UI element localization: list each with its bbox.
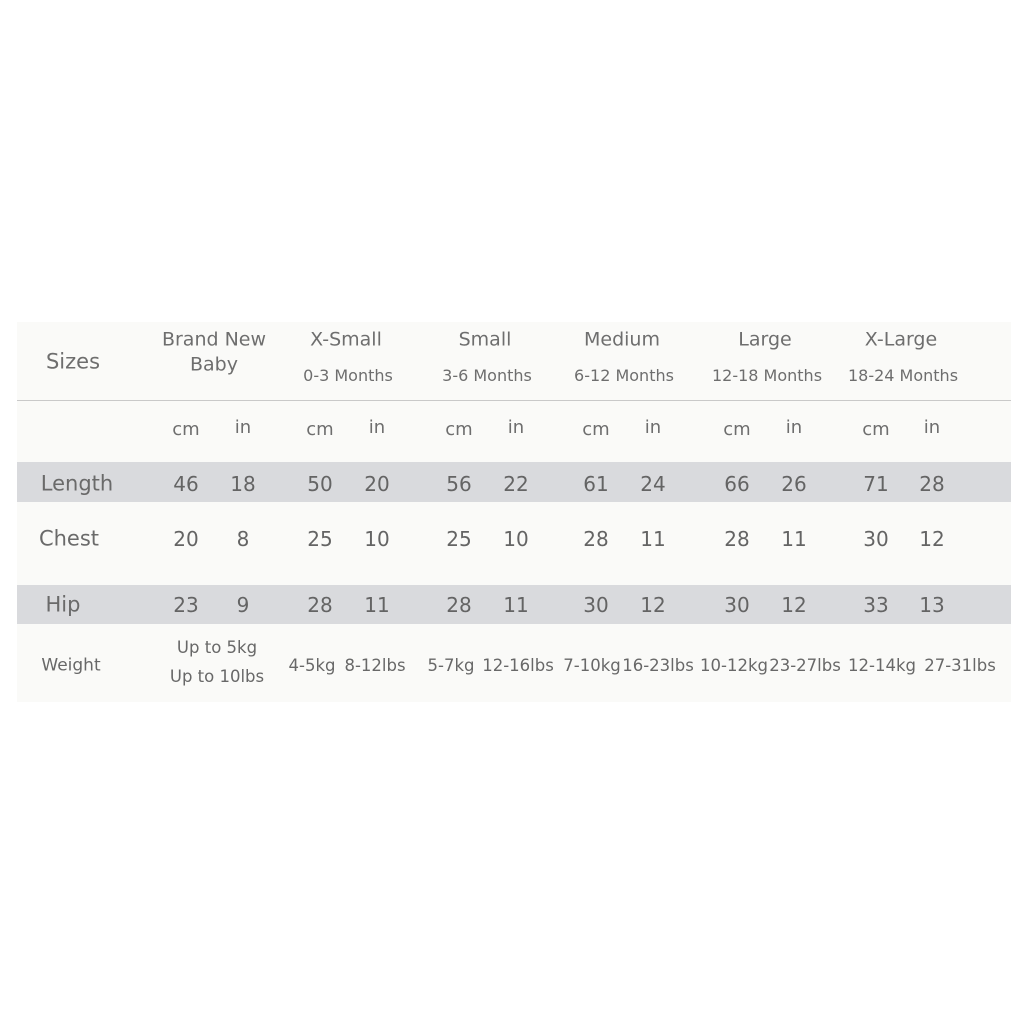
cell-in: 18 [230, 472, 256, 496]
cell-cm: 66 [724, 472, 750, 496]
cell-cm: 56 [446, 472, 472, 496]
cell-cm: 30 [724, 593, 750, 617]
cell-cm: 50 [307, 472, 333, 496]
cell-cm: 61 [583, 472, 609, 496]
cell-in: 11 [364, 593, 390, 617]
weight-lbs-cell: 16-23lbs [622, 655, 694, 675]
weight-kg-cell: 4-5kg [288, 655, 336, 675]
cell-cm: 28 [446, 593, 472, 617]
cell-cm: 20 [173, 527, 199, 551]
size-header-name: X-Small [310, 328, 382, 351]
unit-in-label: in [644, 417, 662, 438]
unit-cm-label: cm [445, 419, 473, 440]
cell-in: 20 [364, 472, 390, 496]
cell-in: 12 [919, 527, 945, 551]
weight-lbs-cell: 8-12lbs [344, 655, 406, 675]
cell-in: 10 [364, 527, 390, 551]
size-header-range: 0-3 Months [303, 366, 393, 385]
row-label-weight: Weight [41, 655, 101, 676]
cell-in: 22 [503, 472, 529, 496]
weight-kg-cell: 10-12kg [700, 655, 768, 675]
size-header-name-line2: Baby [190, 353, 238, 376]
size-header-name: Brand New [161, 328, 267, 351]
cell-in: 28 [919, 472, 945, 496]
cell-in: 12 [640, 593, 666, 617]
size-chart-table [17, 322, 1011, 702]
size-header-range: 12-18 Months [711, 366, 823, 385]
cell-in: 11 [640, 527, 666, 551]
cell-cm: 23 [173, 593, 199, 617]
cell-in: 10 [503, 527, 529, 551]
cell-in: 11 [503, 593, 529, 617]
row-label-hip: Hip [45, 592, 81, 617]
weight-kg-cell: 5-7kg [427, 655, 475, 675]
weight-kg-cell: 12-14kg [848, 655, 916, 675]
unit-cm-label: cm [172, 419, 200, 440]
cell-cm: 28 [724, 527, 750, 551]
size-header-range: 18-24 Months [847, 366, 959, 385]
cell-in: 9 [236, 593, 250, 617]
cell-cm: 25 [307, 527, 333, 551]
unit-cm-label: cm [306, 419, 334, 440]
size-header-range: 3-6 Months [442, 366, 532, 385]
size-header-name: Large [738, 328, 792, 351]
cell-in: 13 [919, 593, 945, 617]
cell-cm: 71 [863, 472, 889, 496]
weight-brand-new-kg: Up to 5kg [176, 637, 258, 657]
unit-in-label: in [368, 417, 386, 438]
unit-cm-label: cm [862, 419, 890, 440]
weight-lbs-cell: 27-31lbs [924, 655, 996, 675]
cell-cm: 28 [307, 593, 333, 617]
unit-in-label: in [923, 417, 941, 438]
size-header-name: Medium [584, 328, 660, 351]
row-label-length: Length [40, 471, 114, 496]
weight-lbs-cell: 12-16lbs [482, 655, 554, 675]
size-header-range: 6-12 Months [574, 366, 674, 385]
sizes-corner-label: Sizes [45, 349, 101, 374]
cell-in: 8 [236, 527, 250, 551]
weight-lbs-cell: 23-27lbs [769, 655, 841, 675]
cell-in: 12 [781, 593, 807, 617]
unit-cm-label: cm [723, 419, 751, 440]
cell-in: 26 [781, 472, 807, 496]
cell-cm: 28 [583, 527, 609, 551]
cell-cm: 30 [863, 527, 889, 551]
cell-cm: 30 [583, 593, 609, 617]
row-label-chest: Chest [38, 526, 100, 551]
weight-brand-new-lbs: Up to 10lbs [169, 666, 265, 686]
cell-in: 24 [640, 472, 666, 496]
weight-kg-cell: 7-10kg [563, 655, 621, 675]
unit-in-label: in [785, 417, 803, 438]
unit-in-label: in [507, 417, 525, 438]
cell-cm: 46 [173, 472, 199, 496]
size-header-name: X-Large [864, 328, 938, 351]
cell-cm: 25 [446, 527, 472, 551]
header-divider [17, 400, 1011, 401]
unit-cm-label: cm [582, 419, 610, 440]
unit-in-label: in [234, 417, 252, 438]
cell-cm: 33 [863, 593, 889, 617]
size-header-name: Small [458, 328, 512, 351]
cell-in: 11 [781, 527, 807, 551]
